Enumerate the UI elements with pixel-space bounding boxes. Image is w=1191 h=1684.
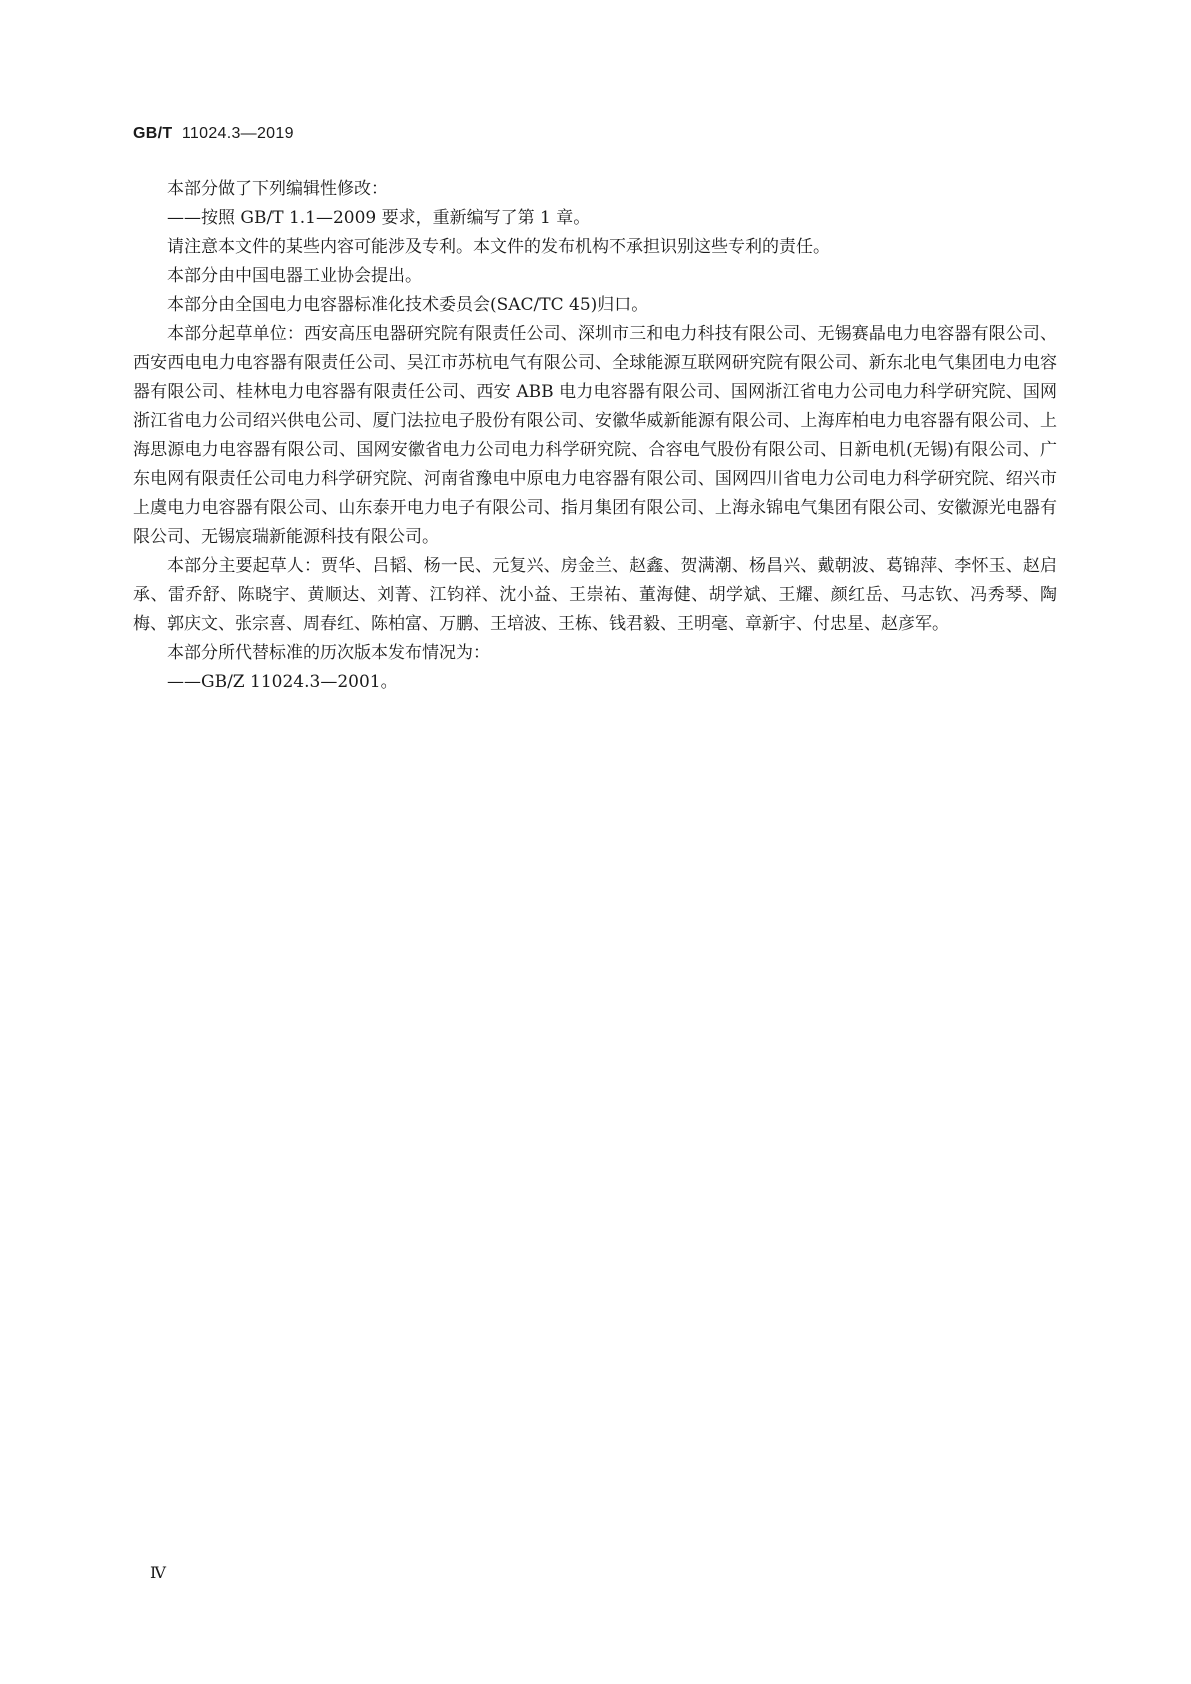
paragraph-previous-versions: 本部分所代替标准的历次版本发布情况为： xyxy=(167,643,490,663)
paragraph-change-item: ——按照 GB/T 1.1—2009 要求，重新编写了第 1 章。 xyxy=(167,208,591,228)
standard-number: 11024.3—2019 xyxy=(181,125,294,142)
paragraph-drafting-units: 本部分起草单位：西安高压电器研究院有限责任公司、深圳市三和电力科技有限公司、无锡赛晶电力电容器有限公司、西安西电电力电容器有限责任公司、吴江市苏杭电气有限公司、全球能源互联网研究院有限公司、新东北电气集团电力电容器有限公司、桂林电力电容器有限责任公司、西安 ABB 电力电容器有限公司、国网浙江省电力公司电力科学研究院、国网浙江省电力公司绍兴供电公司、厦门法拉电子股份有限公司、安徽华威新能源有限公司、上海库柏电力电容器有限公司、上海思源电力电容器有限公司、国网安徽省电力公司电力科学研究院、合容电气股份有限公司、日新电机(无锡)有限公司、广东电网有限责任公司电力科学研究院、河南省豫电中原电力电容器有限公司、国网四川省电力公司电力科学研究院、绍兴市上虞电力电容器有限公司、山东泰开电力电子有限公司、指月集团有限公司、上海永锦电气集团有限公司、安徽源光电器有限公司、无锡宸瑞新能源科技有限公司。 xyxy=(133,324,1057,547)
standard-prefix: GB/T xyxy=(133,125,173,142)
paragraph-committee: 本部分由全国电力电容器标准化技术委员会(SAC/TC 45)归口。 xyxy=(167,295,649,315)
document-header xyxy=(133,125,294,143)
paragraph-drafters: 本部分主要起草人：贾华、吕韬、杨一民、元复兴、房金兰、赵鑫、贺满潮、杨昌兴、戴朝波、葛锦萍、李怀玉、赵启承、雷乔舒、陈晓宇、黄顺达、刘菁、江钧祥、沈小益、王崇祐、董海健、胡学斌、王耀、颜红岳、马志钦、冯秀琴、陶梅、郭庆文、张宗喜、周春红、陈柏富、万鹏、王培波、王栋、钱君毅、王明毫、章新宇、付忠星、赵彦军。 xyxy=(133,556,1057,634)
paragraph-proposer: 本部分由中国电器工业协会提出。 xyxy=(167,266,422,286)
paragraph-editorial-changes: 本部分做了下列编辑性修改： xyxy=(167,179,388,199)
paragraph-previous-version-item: ——GB/Z 11024.3—2001。 xyxy=(167,672,398,692)
page-number: Ⅳ xyxy=(150,1563,166,1582)
preface-content xyxy=(133,175,1057,697)
paragraph-patent-notice: 请注意本文件的某些内容可能涉及专利。本文件的发布机构不承担识别这些专利的责任。 xyxy=(167,237,830,257)
